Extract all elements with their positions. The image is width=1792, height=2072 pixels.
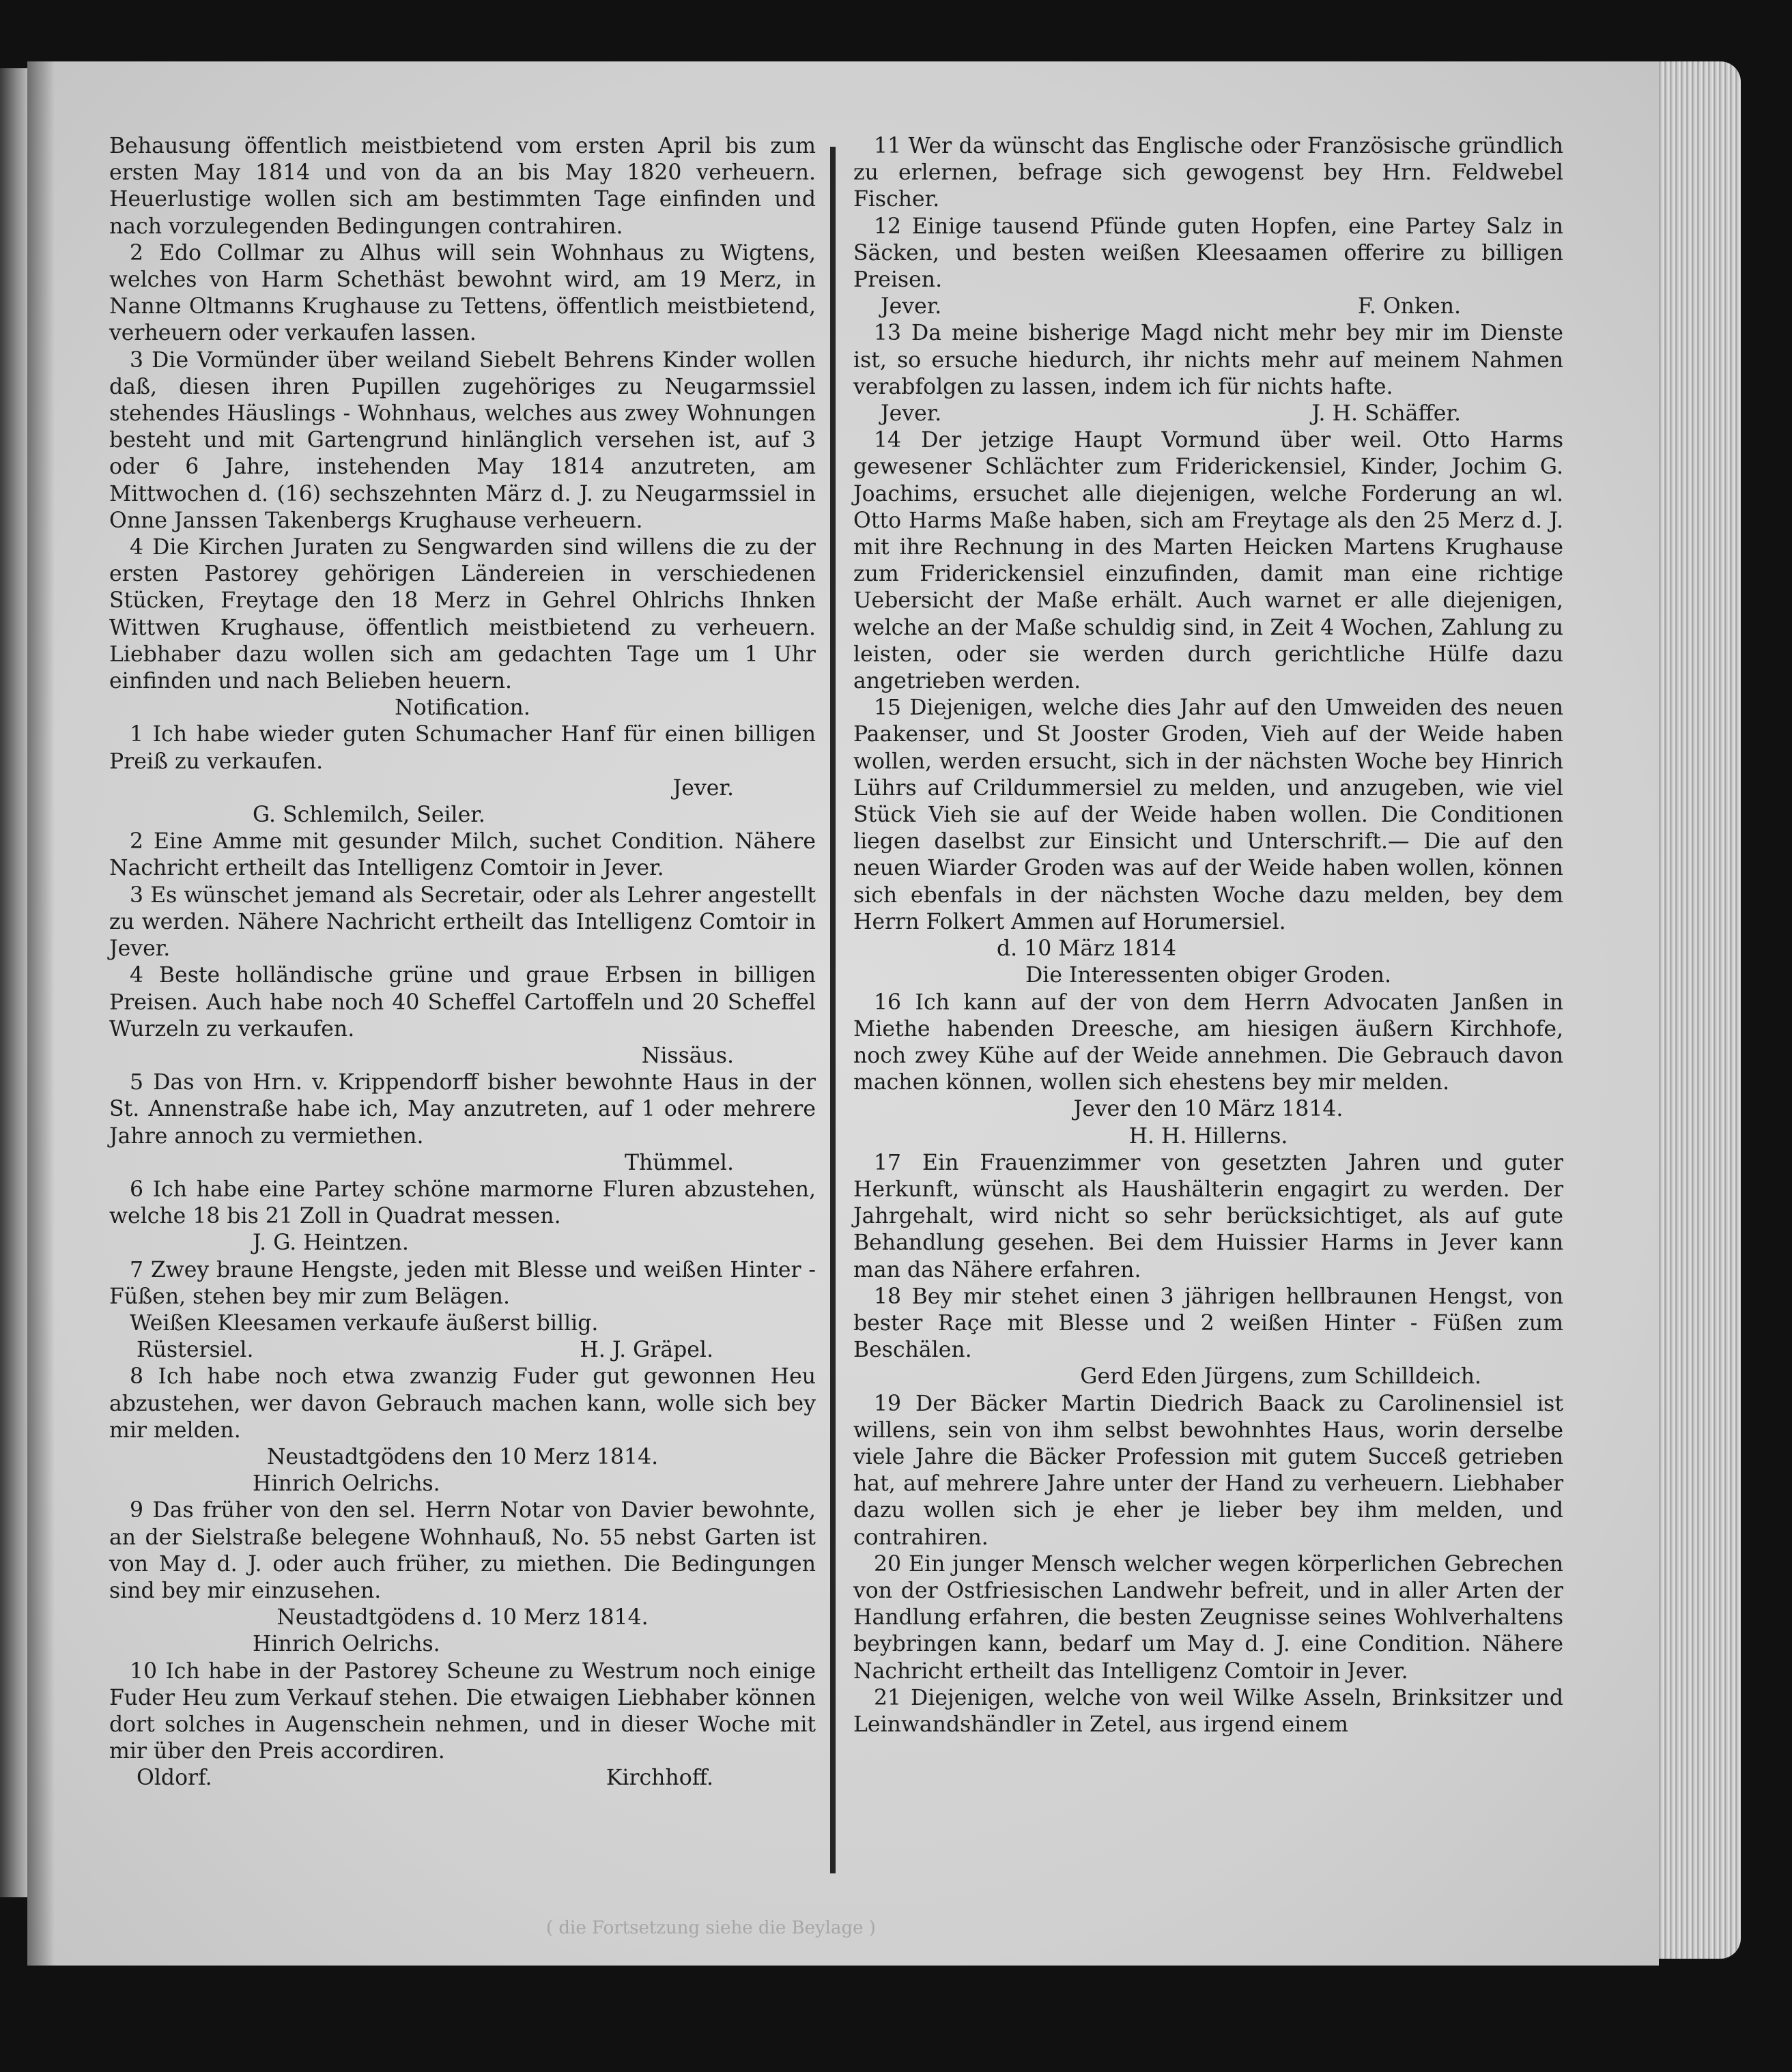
notification-10-signature: Kirchhoff. <box>606 1766 713 1791</box>
bleed-through-text: ( die Fortsetzung siehe die Beylage ) <box>546 1918 876 1938</box>
notification-8-signature: Hinrich Oelrichs. <box>253 1471 440 1497</box>
notice-2: 2 Edo Collmar zu Alhus will sein Wohnhaus zu Wigtens, welches von Harm Schethäst bewohnt wird, am 19 Merz, in Nanne Oltmanns Krughause zu Tettens, öffentlich meistbietend, verheuern oder verkaufen lassen. <box>109 240 816 346</box>
right-column <box>853 133 1563 1738</box>
notification-1-place: Jever. <box>672 775 734 801</box>
notification-11: 11 Wer da wünscht das Englische oder Französische gründlich zu erlernen, befrage sich gewogenst bey Hrn. Feldwebel Fischer. <box>853 134 1563 212</box>
notification-8-date: Neustadtgödens den 10 Merz 1814. <box>266 1444 659 1469</box>
notification-18-signature: Gerd Eden Jürgens, zum Schilldeich. <box>1080 1364 1481 1390</box>
notification-13-footer <box>853 401 1563 427</box>
notification-12-signature: F. Onken. <box>1357 294 1461 319</box>
notification-1-signature: G. Schlemilch, Seiler. <box>253 803 485 828</box>
notification-10: 10 Ich habe in der Pastorey Scheune zu Westrum noch einige Fuder Heu zum Verkauf stehen. Die etwaigen Liebhaber können dort solches in Augenschein nehmen, und in dieser Woche mit mir über den Preis accordiren. <box>109 1658 816 1764</box>
notification-12: 12 Einige tausend Pfünde guten Hopfen, eine Partey Salz in Säcken, und besten weißen Kleesaamen offerire zu billigen Preisen. <box>853 214 1563 293</box>
notification-3: 3 Es wünschet jemand als Secretair, oder als Lehrer angestellt zu werden. Nähere Nachricht ertheilt das Intelligenz Comtoir in Jever. <box>109 882 816 962</box>
notification-6-signature: J. G. Heintzen. <box>253 1231 409 1256</box>
notification-9-date: Neustadtgödens d. 10 Merz 1814. <box>276 1605 649 1630</box>
notification-9: 9 Das früher von den sel. Herrn Notar von Davier bewohnte, an der Sielstraße belegene Wohnhauß, No. 55 nebst Garten ist von May d. J. oder auch früher, zu miethen. Die Bedingungen sind bey mir einzusehen. <box>109 1498 816 1603</box>
notification-9-signature: Hinrich Oelrichs. <box>253 1632 440 1657</box>
notification-20: 20 Ein junger Mensch welcher wegen körperlichen Gebrechen von der Ostfriesischen Landwehr befreit, und in aller Arten der Handlung erfahren, die besten Zeugnisse seines Wohlverhaltens beybringen kann, bedarf um May d. J. eine Condition. Nähere Nachricht ertheilt das Intelligenz Comtoir in Jever. <box>853 1551 1563 1684</box>
notification-7-clover: Weißen Kleesamen verkaufe äußerst billig. <box>130 1310 599 1336</box>
notification-7-footer <box>109 1337 816 1364</box>
notification-10-footer <box>109 1765 816 1792</box>
notice-3: 3 Die Vormünder über weiland Siebelt Behrens Kinder wollen daß, diesen ihren Pupillen zugehöriges zu Neugarmssiel stehendes Häuslings - Wohnhaus, welches aus zwey Wohnungen besteht und mit Gartengrund hinlänglich versehen ist, auf 3 oder 6 Jahre, instehenden May 1814 anzutreten, am Mittwochen d. (16) sechszehnten März d. J. zu Neugarmssiel in Onne Janssen Takenbergs Krughause verheuern. <box>109 347 816 533</box>
notification-15: 15 Diejenigen, welche dies Jahr auf den Umweiden des neuen Paakenser, und St Jooster Groden, Vieh auf der Weide haben wollen, werden ersucht, sich in der nächsten Woche bey Hinrich Lührs auf Crildummersiel zu melden, und anzugeben, wie viel Stück Vieh sie auf der Weide haben wollen. Die Conditionen liegen daselbst zur Einsicht und Unterschrift.— Die auf den neuen Wiarder Groden was auf der Weide haben wollen, können sich ebenfals in der nächsten Woche dazu melden, bey dem Herrn Folkert Ammen auf Horumersiel. <box>853 695 1563 934</box>
notification-4: 4 Beste holländische grüne und graue Erbsen in billigen Preisen. Auch habe noch 40 Scheffel Cartoffeln und 20 Scheffel Wurzeln zu verkaufen. <box>109 963 816 1041</box>
notification-4-signature: Nissäus. <box>641 1043 734 1068</box>
notification-16-signature: H. H. Hillerns. <box>1128 1123 1288 1149</box>
notification-6: 6 Ich habe eine Partey schöne marmorne Fluren abzustehen, welche 18 bis 21 Zoll in Quadrat messen. <box>109 1177 816 1229</box>
column-divider <box>830 147 836 1873</box>
left-column <box>109 133 816 1792</box>
gutter-shadow <box>27 61 55 1966</box>
notification-heading: Notification. <box>395 695 530 721</box>
notification-16-date: Jever den 10 März 1814. <box>1073 1097 1343 1122</box>
notification-15-date: d. 10 März 1814 <box>997 936 1177 962</box>
newspaper-page <box>27 61 1659 1966</box>
notification-5: 5 Das von Hrn. v. Krippendorff bisher bewohnte Haus in der St. Annenstraße habe ich, May anzutreten, auf 1 oder mehrere Jahre annoch zu vermiethen. <box>109 1070 816 1149</box>
notification-19: 19 Der Bäcker Martin Diedrich Baack zu Carolinensiel ist willens, sein von ihm selbst bewohnhtes Haus, worin derselbe viele Jahre die Bäcker Profession mit gutem Succeß getrieben hat, auf mehrere Jahre unter der Hand zu verheuern. Liebhaber dazu wollen sich je eher je lieber bey ihm melden, und contrahiren. <box>853 1391 1563 1550</box>
notification-8: 8 Ich habe noch etwa zwanzig Fuder gut gewonnen Heu abzustehen, wer davon Gebrauch machen kann, wolle sich bey mir melden. <box>109 1364 816 1443</box>
notification-7-place: Rüstersiel. <box>137 1338 254 1363</box>
notification-13-place: Jever. <box>881 401 942 427</box>
notification-17: 17 Ein Frauenzimmer von gesetzten Jahren und guter Herkunft, wünscht als Haushälterin engagirt zu werden. Der Jahrgehalt, wird nicht so sehr berücksichtiget, als auf gute Behandlung gesehen. Bei dem Huissier Harms in Jever kann man das Nähere erfahren. <box>853 1150 1563 1282</box>
notification-1: 1 Ich habe wieder guten Schumacher Hanf für einen billigen Preiß zu verkaufen. <box>109 722 816 774</box>
notification-16: 16 Ich kann auf der von dem Herrn Advocaten Janßen in Miethe habenden Dreesche, am hiesigen äußern Kirchhofe, noch zwey Kühe auf der Weide annehmen. Die Gebrauch davon machen können, wollen sich ehestens bey mir melden. <box>853 990 1563 1095</box>
notice-4: 4 Die Kirchen Juraten zu Sengwarden sind willens die zu der ersten Pastorey gehörigen Ländereien in verschiedenen Stücken, Freytage den 18 Merz in Gehrel Ohlrichs Ihnken Wittwen Krughause, öffentlich meistbietend zu verheuern. Liebhaber dazu wollen sich am gedachten Tage um 1 Uhr einfinden und nach Belieben heuern. <box>109 535 816 694</box>
notification-13: 13 Da meine bisherige Magd nicht mehr bey mir im Dienste ist, so ersuche hiedurch, ihr nichts mehr auf meinem Nahmen verabfolgen zu lassen, indem ich für nichts hafte. <box>853 321 1563 399</box>
notification-7: 7 Zwey braune Hengste, jeden mit Blesse und weißen Hinter - Füßen, stehen bey mir zum Belägen. <box>109 1257 816 1309</box>
notification-2: 2 Eine Amme mit gesunder Milch, suchet Condition. Nähere Nachricht ertheilt das Intelligenz Comtoir in Jever. <box>109 829 816 881</box>
notification-7-signature: H. J. Gräpel. <box>580 1338 713 1363</box>
notification-10-place: Oldorf. <box>137 1766 212 1791</box>
notification-14: 14 Der jetzige Haupt Vormund über weil. Otto Harms gewesener Schlächter zum Friderickensiel, Kinder, Jochim G. Joachims, ersuchet alle diejenigen, welche Forderung an wl. Otto Harms Maße haben, sich am Freytage als den 25 Merz d. J. mit ihre Rechnung in des Marten Heicken Martens Krughause zum Friderickensiel einzufinden, damit man eine richtige Uebersicht der Maße erhält. Auch warnet er alle diejenigen, welche an der Maße schuldig sind, in Zeit 4 Wochen, Zahlung zu leisten, oder sie werden durch gerichtliche Hülfe dazu angetrieben werden. <box>853 428 1563 694</box>
notice-continuation: Behausung öffentlich meistbietend vom ersten April bis zum ersten May 1814 und von da an bis May 1820 verheuern. Heuerlustige wollen sich am bestimmten Tage einfinden und nach vorzulegenden Bedingungen contrahiren. <box>109 134 816 239</box>
notification-12-footer <box>853 293 1563 320</box>
notification-12-place: Jever. <box>881 294 942 319</box>
notification-15-signature: Die Interessenten obiger Groden. <box>1025 963 1391 988</box>
notification-18: 18 Bey mir stehet einen 3 jährigen hellbraunen Hengst, von bester Raçe mit Blesse und 2 weißen Hinter - Füßen zum Beschälen. <box>853 1284 1563 1363</box>
notification-13-signature: J. H. Schäffer. <box>1311 401 1461 427</box>
facing-page-edge <box>0 68 27 1897</box>
notification-5-signature: Thümmel. <box>624 1150 734 1175</box>
notification-21: 21 Diejenigen, welche von weil Wilke Asseln, Brinksitzer und Leinwandshändler in Zetel, aus irgend einem <box>853 1685 1563 1737</box>
page-stack-edges <box>1645 61 1741 1959</box>
